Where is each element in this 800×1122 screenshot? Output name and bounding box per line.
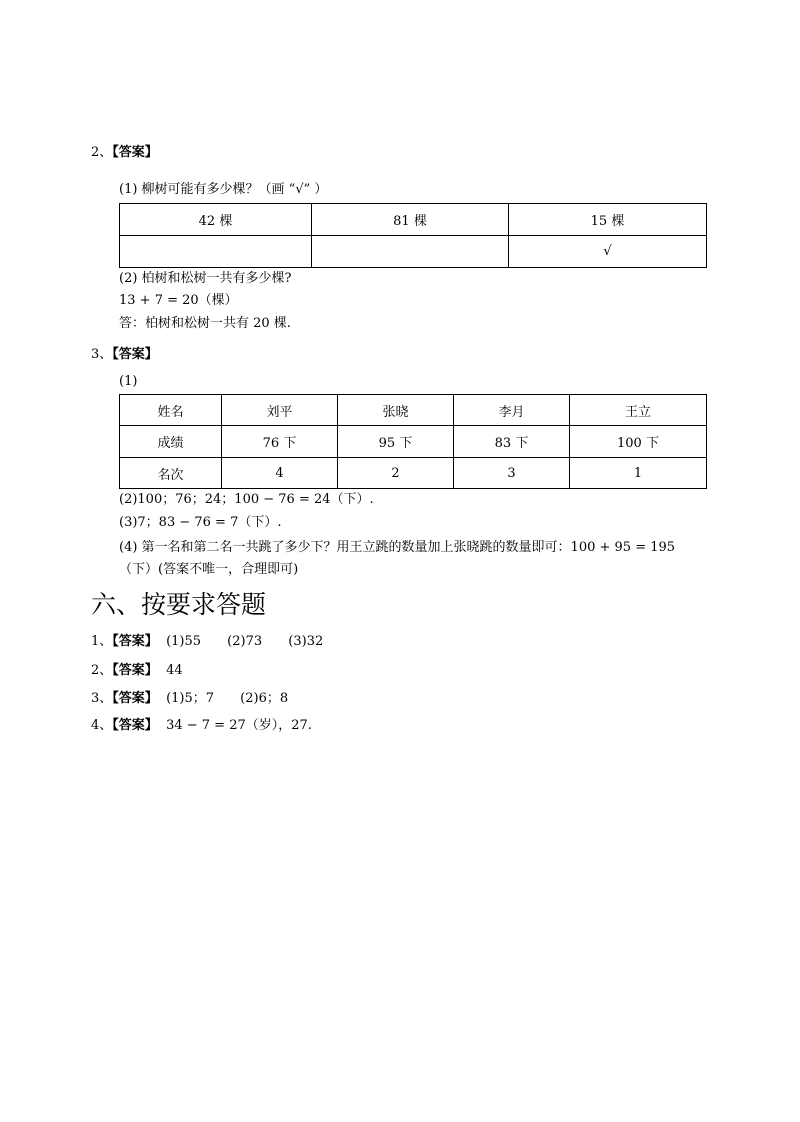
q2-part2-question: (2) 柏树和松树一共有多少棵? (119, 271, 292, 286)
table-header-cell: 刘平 (222, 395, 338, 426)
table-row-label: 名次 (120, 458, 222, 489)
table-row-label: 成绩 (120, 426, 222, 458)
q2-part2-answer: 答：柏树和松树一共有 20 棵. (119, 316, 291, 331)
s6-item-3: 3、【答案】 (1)5；7 (2)6；8 (91, 691, 289, 706)
q2-part1-question: (1) 柳树可能有多少棵？（画 “√” ） (119, 182, 328, 197)
table-header-cell: 李月 (454, 395, 570, 426)
table-cell: 2 (338, 458, 454, 489)
score-table (119, 394, 707, 489)
table-cell (120, 236, 312, 268)
q3-part2: (2)100；76；24；100 − 76 = 24（下）. (119, 492, 374, 507)
q3-part4-line2: （下）(答案不唯一，合理即可) (119, 562, 299, 577)
willow-table (119, 203, 707, 268)
check-mark: √ (509, 236, 707, 268)
table-header-cell: 张晓 (338, 395, 454, 426)
table-header-cell: 姓名 (120, 395, 222, 426)
q3-part4-line1: (4) 第一名和第二名一共跳了多少下？用王立跳的数量加上张晓跳的数量即可：100 + 95 = 195 (119, 540, 676, 555)
table-cell: 100 下 (570, 426, 707, 458)
s6-item-2: 2、【答案】 44 (91, 663, 183, 678)
table-header-cell: 王立 (570, 395, 707, 426)
table-cell: 4 (222, 458, 338, 489)
q3-part3: (3)7；83 − 76 = 7（下）. (119, 515, 282, 530)
table-cell: 83 下 (454, 426, 570, 458)
table-header-cell: 15 棵 (509, 204, 707, 236)
s6-item-4: 4、【答案】 34 − 7 = 27（岁），27. (91, 718, 312, 733)
q3-part1-label: (1) (119, 374, 138, 389)
table-cell (312, 236, 509, 268)
table-cell: 1 (570, 458, 707, 489)
section-heading: 六、按要求答题 (91, 590, 267, 619)
q3-title: 3、【答案】 (91, 347, 158, 362)
q2-part2-equation: 13 + 7 = 20（棵） (119, 293, 238, 308)
table-cell: 95 下 (338, 426, 454, 458)
q2-title: 2、【答案】 (91, 145, 158, 160)
s6-item-1: 1、【答案】 (1)55 (2)73 (3)32 (91, 634, 324, 649)
table-cell: 3 (454, 458, 570, 489)
table-cell: 76 下 (222, 426, 338, 458)
table-header-cell: 81 棵 (312, 204, 509, 236)
table-header-cell: 42 棵 (120, 204, 312, 236)
